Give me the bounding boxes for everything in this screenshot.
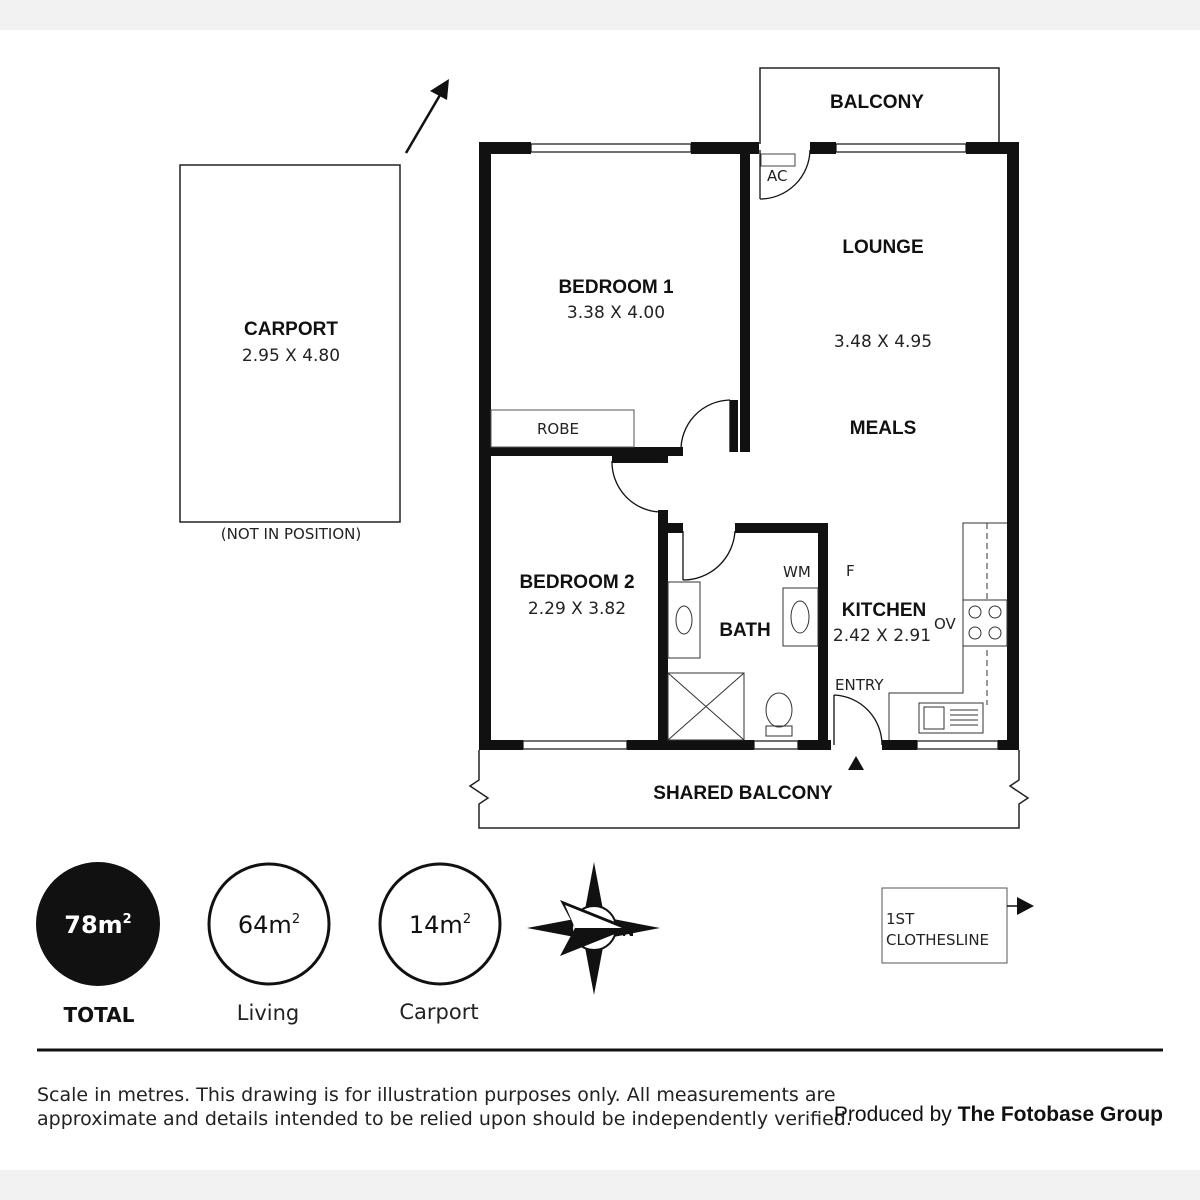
- washing-machine-label: WM: [783, 563, 811, 581]
- bedroom-2-dimensions: 2.29 X 3.82: [527, 599, 627, 619]
- kitchen: [833, 523, 1007, 740]
- lounge-meals: [834, 237, 932, 439]
- vanity-right-icon: [783, 588, 818, 646]
- producer-credit: [834, 1103, 1163, 1127]
- carport-position-note: (NOT IN POSITION): [220, 525, 362, 543]
- ac-label: AC: [767, 167, 788, 185]
- area-total: [36, 862, 160, 1027]
- bedroom-2: [519, 572, 634, 619]
- producer-name: The Fotobase Group: [957, 1103, 1163, 1126]
- compass-icon: [527, 862, 660, 995]
- producer-prefix: Produced by: [833, 1103, 952, 1126]
- bath-label: BATH: [719, 620, 771, 641]
- kitchen-dimensions: 2.42 X 2.91: [832, 626, 932, 646]
- bedroom-2-label: BEDROOM 2: [519, 572, 635, 593]
- area-carport: [380, 864, 500, 1024]
- balcony: [760, 68, 999, 144]
- carport-area-label: Carport: [399, 1000, 479, 1024]
- compass-north-letter: N: [621, 921, 635, 940]
- fridge-label: F: [846, 562, 855, 580]
- vanity-left-icon: [668, 582, 700, 658]
- robe-label: ROBE: [537, 420, 579, 438]
- cooktop-icon: [963, 600, 1007, 646]
- clothesline-arrow-icon: [1017, 897, 1034, 915]
- bathroom: [668, 563, 818, 740]
- lounge-dimensions: 3.48 X 4.95: [833, 332, 933, 352]
- carport-area-value: $14m^2$: [408, 911, 472, 939]
- bedroom-1: [491, 277, 674, 447]
- walls: [479, 142, 1019, 750]
- floor-plan: [0, 30, 1200, 1170]
- living-area-label: Living: [236, 1001, 300, 1025]
- kitchen-label: KITCHEN: [841, 600, 927, 621]
- bedroom-1-dimensions: 3.38 X 4.00: [566, 303, 666, 323]
- shared-balcony-label: SHARED BALCONY: [653, 783, 833, 804]
- floor-plan-sheet: [0, 30, 1200, 1170]
- carport-direction-arrow-icon: [406, 79, 449, 153]
- total-area-label: TOTAL: [63, 1003, 135, 1027]
- clothesline-label-line-1: 1ST: [886, 910, 915, 928]
- shared-balcony: [470, 750, 1028, 828]
- area-living: [209, 864, 329, 1025]
- sink-icon: [919, 703, 983, 733]
- carport-dimensions: 2.95 X 4.80: [241, 346, 341, 366]
- balcony-label: BALCONY: [830, 92, 924, 113]
- carport-label: CARPORT: [244, 319, 338, 340]
- clothesline: [882, 888, 1034, 963]
- total-area-value: $78m^2$: [64, 911, 132, 939]
- entry-arrow-icon: [848, 756, 864, 770]
- living-area-value: $64m^2$: [237, 911, 301, 939]
- lounge-label: LOUNGE: [842, 237, 924, 258]
- oven-label: OV: [934, 615, 956, 633]
- clothesline-label-line-2: CLOTHESLINE: [886, 931, 990, 949]
- disclaimer-text: Scale in metres. This drawing is for illustration purposes only. All measurements are approximate and details intended to be relied upon should be independently verified.: [37, 1084, 852, 1130]
- entry-label: ENTRY: [835, 676, 884, 694]
- carport: [180, 165, 400, 543]
- ac-unit: [761, 154, 795, 185]
- toilet-icon: [766, 693, 792, 736]
- shower-icon: [668, 673, 744, 740]
- bedroom-1-label: BEDROOM 1: [558, 277, 674, 298]
- meals-label: MEALS: [849, 418, 917, 439]
